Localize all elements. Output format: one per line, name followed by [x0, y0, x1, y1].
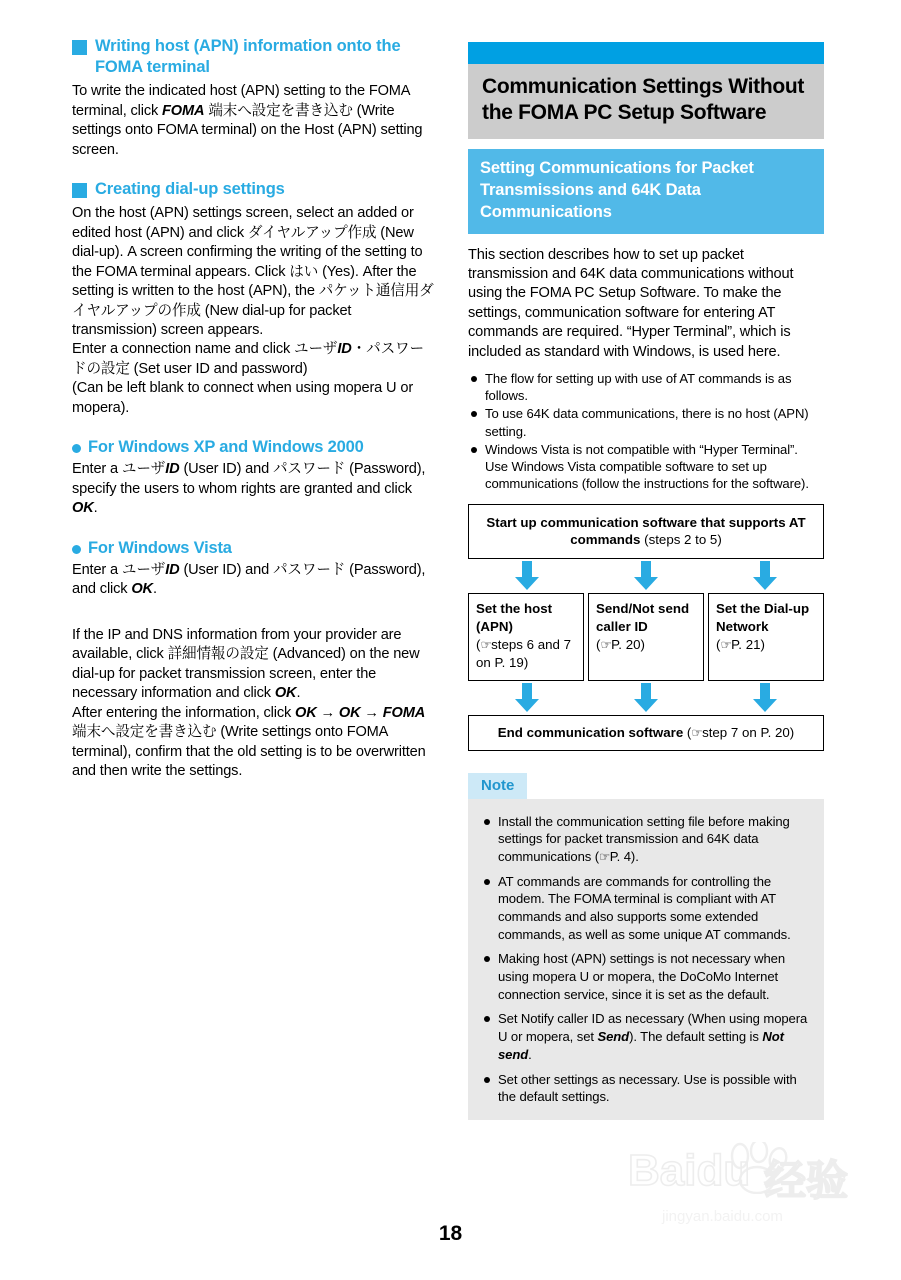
- text-run: (: [683, 725, 692, 741]
- pointing-hand-icon: ☞: [480, 637, 492, 653]
- text-run: If the IP and DNS information from your provider are available, click 詳細情報の設定 (Advanced) on the new dial-up for packet transmission screen, enter the necessary information and click: [72, 626, 420, 702]
- flow-end-box: [468, 715, 824, 750]
- text-run: (User ID) and パスワード (Password), and click: [72, 561, 426, 598]
- list-item: The flow for setting up with use of AT commands is as follows.: [468, 370, 824, 404]
- section-heading-creating-dialup: [72, 179, 434, 200]
- note-label: Note: [468, 773, 527, 799]
- text-run: Set Notify caller ID as necessary (When using mopera U or mopera, set: [498, 1011, 808, 1045]
- dot-bullet-icon: [72, 444, 81, 453]
- down-arrow-icon: [633, 561, 659, 591]
- text-run-emphasis: Not send: [498, 1029, 784, 1062]
- text-run-emphasis: FOMA: [382, 704, 426, 721]
- text-run-emphasis: OK: [274, 685, 297, 702]
- chapter-title: Communication Settings Without the FOMA PC Setup Software: [468, 64, 824, 139]
- arrow-row-bottom: [468, 681, 824, 715]
- flow-start-box: [468, 504, 824, 559]
- text-run-emphasis: OK: [131, 581, 153, 598]
- arrow-cell: [587, 561, 706, 591]
- flow-step-box-caller-id: [588, 593, 704, 681]
- arrow-row-top: [468, 559, 824, 593]
- list-item: To use 64K data communications, there is no host (APN) setting.: [468, 405, 824, 439]
- text-run: .: [152, 581, 157, 598]
- text-run: .: [528, 1046, 532, 1062]
- flow-step-title: Set the host (APN): [476, 600, 553, 635]
- text-run: P. 4).: [609, 848, 639, 864]
- arrow-cell: [468, 561, 587, 591]
- note-body: [468, 799, 824, 1120]
- list-item: Windows Vista is not compatible with “Hyper Terminal”. Use Windows Vista compatible software to set up communications (follow the instructions for the software).: [468, 441, 824, 492]
- text-run: ). The default setting is: [629, 1029, 763, 1045]
- paragraph-dialup-steps: On the host (APN) settings screen, select an added or edited host (APN) and click ダイヤルアップ作成 (New dial-up). A screen confirming the writing of the setting to the FOMA terminal appears. Click はい (Yes). After the setting is written to the host (APN), the パケット通信用ダイヤルアップの作成 (New dial-up for packet transmission) screen appears.: [72, 205, 434, 339]
- text-run: step 7 on P. 20): [702, 725, 795, 741]
- pointing-hand-icon: ☞: [691, 725, 703, 741]
- flow-step-title: Send/Not send caller ID: [596, 600, 690, 635]
- heading-text: Creating dial-up settings: [95, 180, 285, 199]
- paragraph-write-host: [72, 82, 434, 160]
- text-run: ・パスワードの設定 (Set user ID and password): [72, 341, 424, 377]
- flow-step-boxes: [468, 593, 824, 681]
- text-run-emphasis: OK: [338, 704, 361, 721]
- arrow-glyph: →: [360, 704, 383, 721]
- flow-step-box-host-apn: [468, 593, 584, 681]
- paragraph-connection-name: [72, 340, 434, 379]
- flow-step-reference: [596, 636, 696, 654]
- text-run: steps 6 and 7 on P. 19): [476, 637, 571, 671]
- heading-text: For Windows Vista: [88, 538, 232, 557]
- paragraph-ip-dns: [72, 626, 434, 704]
- text-run: After entering the information, click: [72, 704, 296, 721]
- paragraph-blank-note: (Can be left blank to connect when using mopera U or mopera).: [72, 380, 414, 416]
- text-run-emphasis: Send: [597, 1029, 630, 1045]
- pointing-hand-icon: ☞: [600, 637, 612, 653]
- text-run: Enter a ユーザ: [72, 561, 166, 578]
- setup-flowchart: [468, 504, 824, 751]
- paragraph-after-entering: [72, 704, 434, 782]
- flow-step-box-dialup-network: [708, 593, 824, 681]
- text-run: Install the communication setting file before making settings for packet transmission and 64K data communications (: [498, 813, 790, 864]
- list-item: [474, 813, 810, 866]
- section-heading-windows-xp-2000: [72, 437, 434, 458]
- watermark-brand-cn: 经验: [764, 1157, 849, 1204]
- text-run: .: [93, 500, 98, 517]
- list-item: Set other settings as necessary. Use is possible with the default settings.: [474, 1071, 810, 1106]
- text-run: 端末へ設定を書き込む (Write settings onto FOMA terminal) on the Host (APN) setting screen.: [72, 102, 423, 158]
- text-run: Enter a connection name and click ユーザ: [72, 341, 338, 358]
- text-run: 端末へ設定を書き込む (Write settings onto FOMA terminal), confirm that the old setting is to be overwritten and then write the settings.: [72, 724, 426, 780]
- note-bullet-list: [474, 813, 810, 1106]
- paragraph-vista-instructions: [72, 561, 434, 600]
- list-item: AT commands are commands for controlling the modem. The FOMA terminal is compliant with AT commands and also supports some extended commands, as well as some unique AT commands.: [474, 873, 810, 944]
- text-run: P. 21): [731, 637, 765, 653]
- pointing-hand-icon: ☞: [599, 848, 610, 864]
- text-run: (: [596, 637, 601, 653]
- flow-step-title: Set the Dial-up Network: [716, 600, 810, 635]
- section-heading-writing-host: [72, 36, 434, 78]
- text-run: (User ID) and パスワード (Password), specify the users to whom rights are granted and click: [72, 461, 426, 497]
- list-item: [474, 1010, 810, 1063]
- intro-bullet-list: [468, 370, 824, 492]
- down-arrow-icon: [752, 683, 778, 713]
- chapter-top-bar: [468, 42, 824, 64]
- heading-text: For Windows XP and Windows 2000: [88, 438, 364, 457]
- square-bullet-icon: [72, 183, 87, 198]
- flow-step-reference: [476, 636, 576, 672]
- flow-start-title: Start up communication software that supports AT commands: [486, 514, 806, 548]
- text-run: (: [716, 637, 721, 653]
- text-run: P. 20): [611, 637, 645, 653]
- text-run: Enter a ユーザ: [72, 461, 166, 478]
- heading-text: Writing host (APN) information onto the FOMA terminal: [95, 37, 401, 77]
- arrow-cell: [468, 683, 587, 713]
- text-run-emphasis: ID: [165, 561, 180, 578]
- paragraph-section-intro: This section describes how to set up packet transmission and 64K data communications without using the FOMA PC Setup Software. To make the settings, communication software for entering AT commands are required. “Hyper Terminal”, which is included as standard with Windows, is used here.: [468, 246, 794, 360]
- watermark-url: jingyan.baidu.com: [662, 1208, 783, 1225]
- flow-start-steps: (steps 2 to 5): [640, 532, 722, 548]
- text-run-emphasis: OK: [72, 500, 94, 517]
- text-run: To write the indicated host (APN) setting to the FOMA terminal, click: [72, 83, 410, 119]
- text-run: .: [296, 685, 301, 702]
- down-arrow-icon: [633, 683, 659, 713]
- baidu-watermark: [628, 1146, 884, 1230]
- watermark-brand: Baidu: [628, 1146, 751, 1195]
- section-subtitle: Setting Communications for Packet Transmissions and 64K Data Communications: [468, 149, 824, 233]
- arrow-glyph: →: [316, 704, 339, 721]
- list-item: Making host (APN) settings is not necessary when using mopera U or mopera, the DoCoMo Internet connection service, since it is set as the default.: [474, 950, 810, 1003]
- down-arrow-icon: [514, 561, 540, 591]
- flow-step-reference: [716, 636, 816, 654]
- down-arrow-icon: [514, 683, 540, 713]
- text-run: (: [476, 637, 481, 653]
- arrow-cell: [587, 683, 706, 713]
- square-bullet-icon: [72, 40, 87, 55]
- arrow-cell: [705, 683, 824, 713]
- text-run-emphasis: ID: [165, 461, 180, 478]
- paw-print-icon: [726, 1142, 792, 1194]
- section-heading-windows-vista: [72, 538, 434, 559]
- right-column: [468, 42, 824, 1120]
- text-run-emphasis: FOMA: [162, 102, 205, 119]
- pointing-hand-icon: ☞: [720, 637, 732, 653]
- left-column: [72, 36, 434, 782]
- arrow-cell: [705, 561, 824, 591]
- note-section: [468, 773, 824, 1120]
- dot-bullet-icon: [72, 545, 81, 554]
- text-run-emphasis: ID: [337, 341, 352, 358]
- flow-end-title: End communication software: [497, 725, 684, 741]
- page-number: 18: [438, 1222, 463, 1245]
- down-arrow-icon: [752, 561, 778, 591]
- text-run-emphasis: OK: [295, 704, 317, 721]
- paragraph-xp-instructions: [72, 460, 434, 518]
